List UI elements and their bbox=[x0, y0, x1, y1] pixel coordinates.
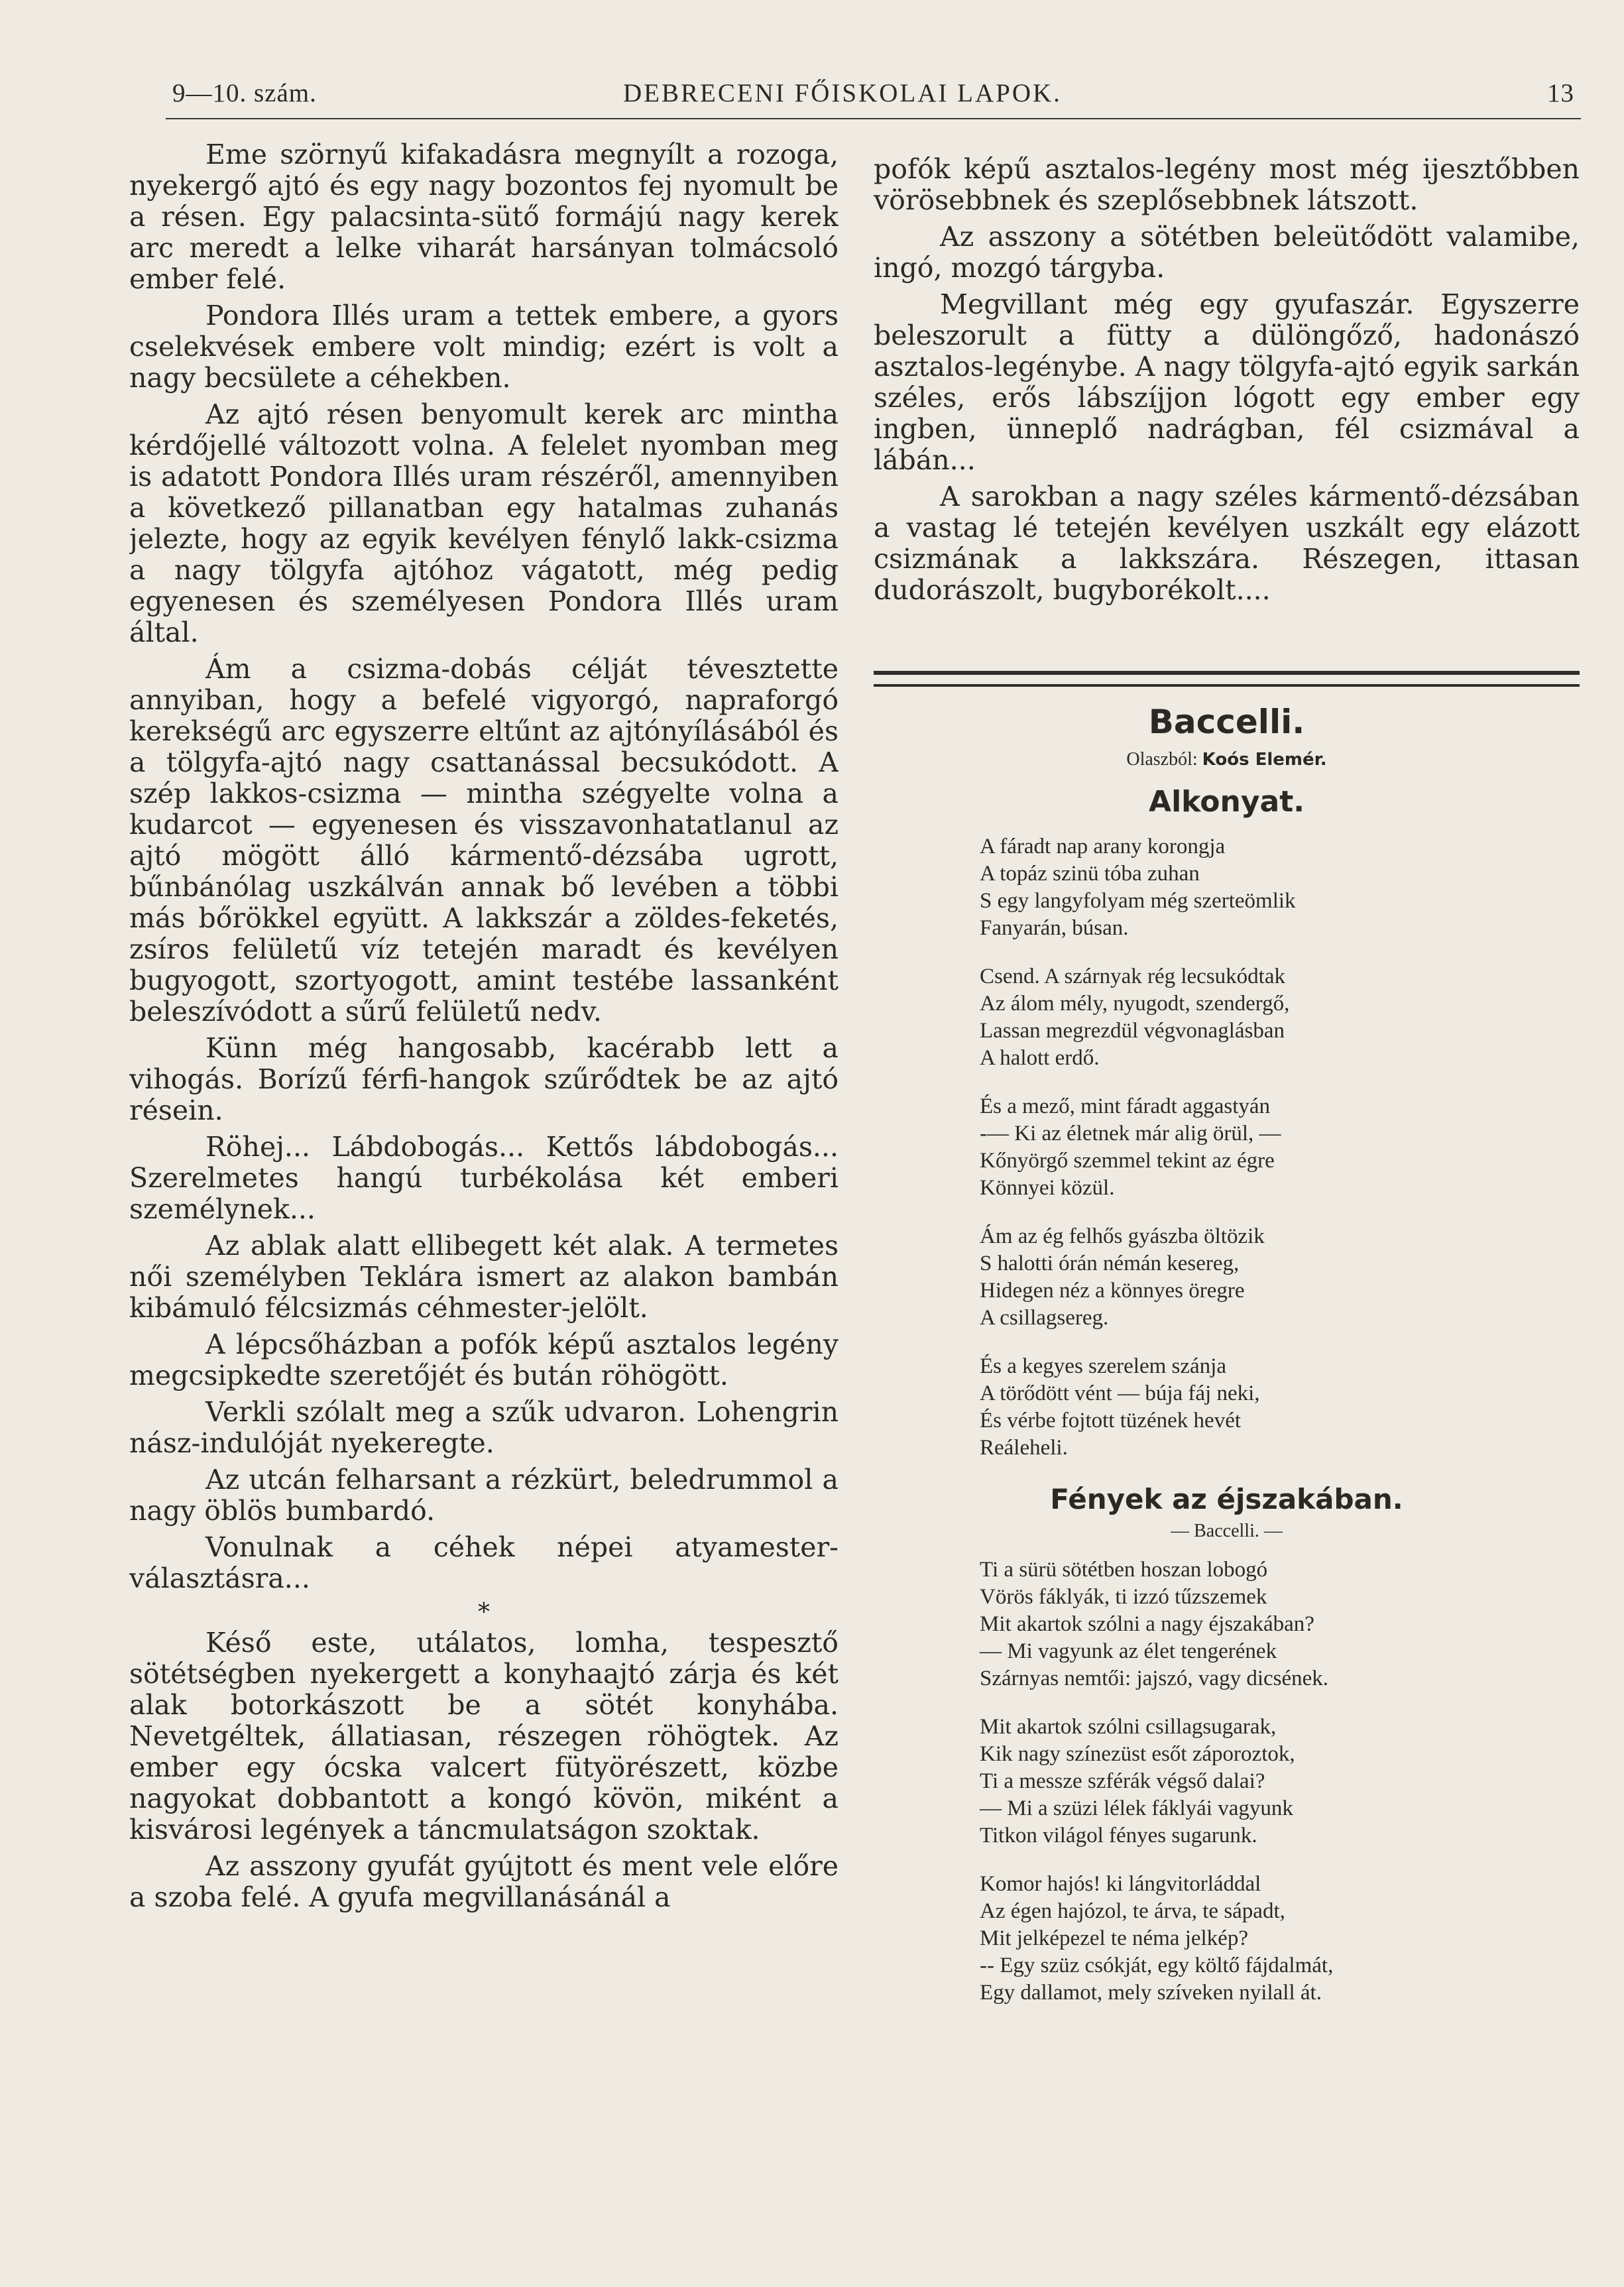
poem-line: S egy langyfolyam még szerteömlik bbox=[980, 889, 1296, 913]
journal-title: DEBRECENI FŐISKOLAI LAPOK. bbox=[623, 79, 1062, 107]
paragraph: Késő este, utálatos, lomha, tespesztő sötétségben nyekergett a konyhaajtó zárja és két alak botorkászott be a sötét konyhába. Nevetgéltek, állatiasan, részegen röhögtek. Az ember egy ócska valcert fütyörészett, közbe nagyokat dobbantott a kongó kövön, miként a kisvárosi legények a táncmulatságon szoktak. bbox=[129, 1627, 839, 1846]
poem-line: Hidegen néz a könnyes öregre bbox=[980, 1279, 1245, 1303]
poem-line: Mit akartok szólni csillagsugarak, bbox=[980, 1715, 1277, 1739]
poem-line: Mit jelképezel te néma jelkép? bbox=[980, 1926, 1248, 1950]
poem-line: Lassan megrezdül végvonaglásban bbox=[980, 1019, 1285, 1043]
left-column bbox=[129, 139, 839, 2234]
poem-line: Mit akartok szólni a nagy éjszakában? bbox=[980, 1612, 1314, 1636]
poem-stanza bbox=[980, 1871, 1580, 2007]
poem-line: Reáleheli. bbox=[980, 1436, 1068, 1460]
poem-stanza bbox=[980, 1556, 1580, 1692]
paragraph: Vonulnak a céhek népei atyamester-választásra... bbox=[129, 1531, 839, 1594]
paragraph: Ám a csizma-dobás célját tévesztette annyiban, hogy a befelé vigyorgó, napraforgó kerekségű arc egyszerre eltűnt az ajtónyílásából és a tölgyfa-ajtó nagy csattanással becsukódott. A szép lakkos-csizma — mintha szégyelte volna a kudarcot — egyenesen és visszavonhatatlanul az ajtó mögött álló kármentő-dézsába ugrott, bűnbánólag uszkálván annak bő levében a többi más bőrökkel együtt. A lakkszár a zöldes-feketés, zsíros felületű víz tetején maradt és kevélyen bugyogott, szortyogott, amint testébe lassanként beleszívódott a sűrű felületű nedv. bbox=[129, 653, 839, 1027]
poem-line: És a mező, mint fáradt aggastyán bbox=[980, 1094, 1271, 1118]
poem-line: Könnyei közül. bbox=[980, 1176, 1115, 1200]
paragraph: Megvillant még egy gyufaszár. Egyszerre beleszorult a fütty a dülöngőző, hadonászó asztalos-legénybe. A nagy tölgyfa-ajtó egyik sarkán széles, erős lábszíjjon lógott egy ember egy ingben, ünneplő nadrágban, fél csizmával a lábán... bbox=[874, 288, 1580, 476]
translator-byline bbox=[874, 749, 1580, 770]
poem-stanza bbox=[980, 1714, 1580, 1849]
poem-author: — Baccelli. — bbox=[1171, 1521, 1283, 1541]
section-title: Baccelli. bbox=[1148, 703, 1305, 741]
paragraph: Az utcán felharsant a rézkürt, beledrummol a nagy öblös bumbardó. bbox=[129, 1464, 839, 1527]
right-column bbox=[874, 154, 1580, 611]
paragraph: Az asszony gyufát gyújtott és ment vele előre a szoba felé. A gyufa megvillanásánál a bbox=[129, 1850, 839, 1913]
paragraph: A sarokban a nagy széles kármentő-dézsában a vastag lé tetején kevélyen uszkált egy elázott csizmának a lakkszára. Részegen, ittasan dudorászolt, bugyborékolt.... bbox=[874, 481, 1580, 606]
paragraph: Az ajtó résen benyomult kerek arc mintha kérdőjellé változott volna. A felelet nyomban meg is adatott Pondora Illés uram részéről, amennyiben a következő pillanatban egy hatalmas zuhanás jelezte, hogy az egyik kevélyen fénylő lakk-csizma a nagy tölgyfa ajtóhoz vágatott, még pedig egyenesen és személyesen Pondora Illés uram által. bbox=[129, 398, 839, 648]
section-separator: * bbox=[478, 1599, 490, 1626]
poem-line: S halotti órán némán kesereg, bbox=[980, 1252, 1240, 1275]
poem-line: Az álom mély, nyugodt, szendergő, bbox=[980, 992, 1290, 1016]
poem-line: Szárnyas nemtői: jajszó, vagy dicsének. bbox=[980, 1667, 1329, 1690]
double-rule-divider bbox=[874, 671, 1580, 687]
poem-stanza bbox=[980, 1353, 1580, 1462]
paragraph: Az asszony a sötétben beleütődött valamibe, ingó, mozgó tárgyba. bbox=[874, 221, 1580, 284]
poem-line: -- Egy szüz csókját, egy költő fájdalmát, bbox=[980, 1954, 1334, 1977]
poem-line: Ti a messze szférák végső dalai? bbox=[980, 1769, 1265, 1793]
translator-name: Koós Elemér. bbox=[1202, 750, 1327, 770]
poem-title: Fények az éjszakában. bbox=[1050, 1483, 1403, 1515]
paragraph: Eme szörnyű kifakadásra megnyílt a rozoga, nyekergő ajtó és egy nagy bozontos fej nyomult be a résen. Egy palacsinta-sütő formájú nagy kerek arc meredt a lelke viharát harsányan tolmácsoló ember felé. bbox=[129, 139, 839, 295]
poem-line: Csend. A szárnyak rég lecsukódtak bbox=[980, 965, 1285, 988]
page-header bbox=[166, 78, 1581, 119]
paragraph: Pondora Illés uram a tettek embere, a gyors cselekvések embere volt mindig; ezért is volt a nagy becsülete a céhekben. bbox=[129, 300, 839, 394]
paragraph: Künn még hangosabb, kacérabb lett a vihogás. Borízű férfi-hangok szűrődtek be az ajtó résein. bbox=[129, 1032, 839, 1126]
paragraph-continuation: pofók képű asztalos-legény most még ijesztőbben vörösebbnek és szeplősebbnek látszott. bbox=[874, 153, 1580, 216]
poem-line: A fáradt nap arany korongja bbox=[980, 835, 1226, 858]
poem-stanza bbox=[980, 963, 1580, 1072]
poem-line: Ti a sürü sötétben hoszan lobogó bbox=[980, 1558, 1268, 1582]
poem-line: Az égen hajózol, te árva, te sápadt, bbox=[980, 1899, 1285, 1923]
poem-line: Kik nagy színezüst esőt záporoztok, bbox=[980, 1742, 1295, 1766]
poem-line: Ám az ég felhős gyászba öltözik bbox=[980, 1224, 1265, 1248]
poem-line: — Mi vagyunk az élet tengerének bbox=[980, 1639, 1277, 1663]
page-number: 13 bbox=[1547, 79, 1574, 107]
issue-number: 9—10. szám. bbox=[172, 79, 317, 107]
poem-line: Vörös fáklyák, ti izzó tűzszemek bbox=[980, 1585, 1267, 1609]
poem-stanza bbox=[980, 1093, 1580, 1202]
poem-stanza bbox=[980, 1223, 1580, 1332]
poem-line: Fanyarán, búsan. bbox=[980, 916, 1129, 940]
poem-line: És vérbe fojtott tüzének hevét bbox=[980, 1409, 1242, 1433]
paragraph: Röhej... Lábdobogás... Kettős lábdobogás... Szerelmetes hangú turbékolása két emberi személynek... bbox=[129, 1131, 839, 1225]
byline-prefix: Olaszból: bbox=[1126, 749, 1198, 770]
poem-section bbox=[874, 703, 1580, 2254]
poem-line: Titkon világol fényes sugarunk. bbox=[980, 1824, 1257, 1847]
poem-line: A törődött vént — búja fáj neki, bbox=[980, 1381, 1260, 1405]
poem-line: Kőnyörgő szemmel tekint az égre bbox=[980, 1149, 1275, 1173]
poem-line: A topáz szinü tóba zuhan bbox=[980, 862, 1200, 886]
poem-line: -— Ki az életnek már alig örül, — bbox=[980, 1122, 1281, 1145]
poem-line: Komor hajós! ki lángvitorláddal bbox=[980, 1872, 1261, 1896]
poem-line: A csillagsereg. bbox=[980, 1306, 1109, 1330]
poem-line: Egy dallamot, mely szíveken nyilall át. bbox=[980, 1981, 1322, 2005]
poem-title: Alkonyat. bbox=[1149, 785, 1305, 819]
paragraph: Az ablak alatt ellibegett két alak. A termetes női személyben Teklára ismert az alakon bambán kibámuló félcsizmás céhmester-jelölt. bbox=[129, 1230, 839, 1324]
paragraph: A lépcsőházban a pofók képű asztalos legény megcsipkedte szeretőjét és bután röhögött. bbox=[129, 1328, 839, 1391]
poem-line: És a kegyes szerelem szánja bbox=[980, 1354, 1226, 1378]
poem-line: A halott erdő. bbox=[980, 1046, 1100, 1070]
poem-line: — Mi a szüzi lélek fáklyái vagyunk bbox=[980, 1796, 1293, 1820]
poem-stanza bbox=[980, 833, 1580, 942]
paragraph: Verkli szólalt meg a szűk udvaron. Lohengrin nász-indulóját nyekeregte. bbox=[129, 1396, 839, 1459]
